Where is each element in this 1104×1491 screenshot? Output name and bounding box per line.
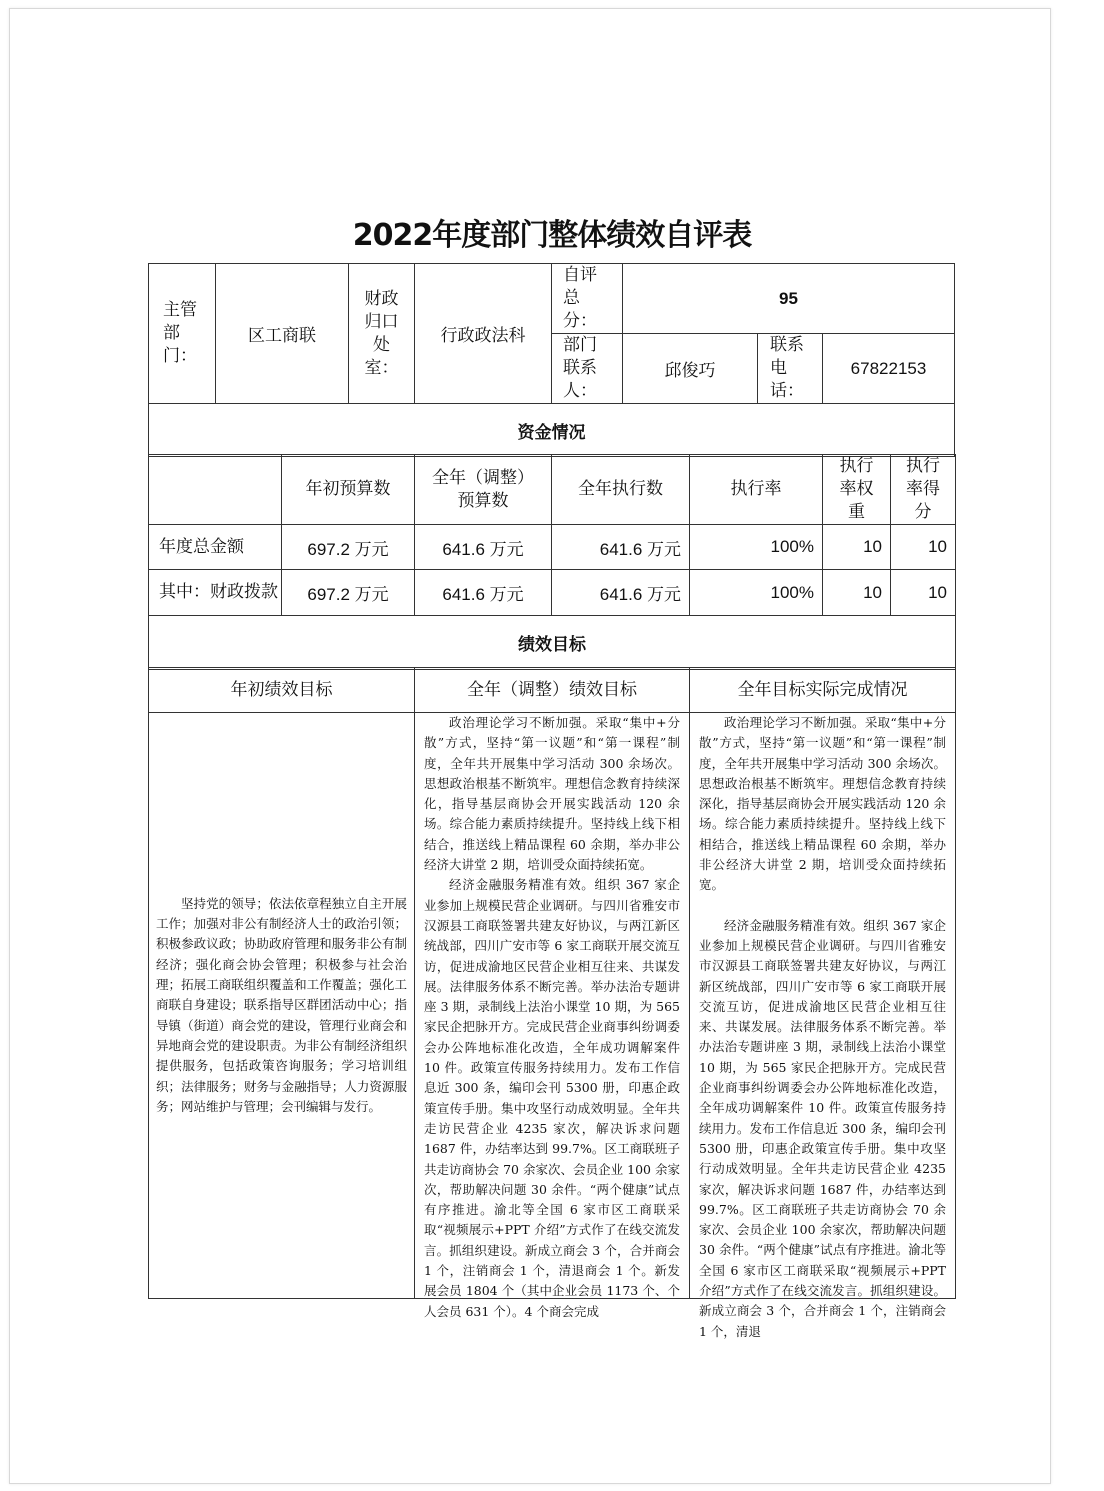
- dept-value: 区工商联: [216, 264, 349, 404]
- phone-label: 联系电话：: [758, 334, 823, 404]
- executed-value: 641.6 万元: [552, 525, 690, 570]
- row-label: 其中：财政拨款: [149, 570, 282, 616]
- weight-value: 10: [823, 570, 891, 616]
- header-initial-budget: 年初预算数: [282, 455, 415, 525]
- header-executed: 全年执行数: [552, 455, 690, 525]
- funds-section-title: 资金情况: [149, 404, 955, 457]
- adjusted-goal-paragraph: 经济金融服务精准有效。组织 367 家企业参加上规模民营企业调研。与四川省雅安市汉源县工商联签署共建友好协议，与两江新区统战部，四川广安市等 6 家工商联开展交流互访，促进成渝地区民营企业相互往来、共谋发展。法律服务体系不断完善。举办法治专题讲座 3 期，录制线上法治小课堂 10 期，为 565 家民企把脉开方。完成民营企业商事纠纷调委会办公阵地标准化改造，全年成功调解案件 10 件。政策宣传服务持续用力。发布工作信息近 300 条，编印会刊 5300 册，印惠企政策宣传手册。集中攻坚行动成效明显。全年共走访民营企业 4235 家次，解决诉求问题 1687 件，办结率达到 99.7%。区工商联班子共走访商协会 70 余家次、会员企业 100 余家次，帮助解决问题 30 余件。“两个健康”试点有序推进。渝北等全国 6 家市区工商联采取“视频展示+PPT 介绍”方式作了在线交流发言。抓组织建设。新成立商会 3 个，合并商会 1 个，注销商会 1 个，清退商会 1 个。新发展会员 1804 个（其中企业会员 1173 个、个人会员 631 个）。4 个商会完成: [424, 877, 680, 1319]
- initial-goal-text: 坚持党的领导；依法依章程独立自主开展工作；加强对非公有制经济人士的政治引领；积极参政议政；协助政府管理和服务非公有制经济；强化商会协会管理；积极参与社会治理；拓展工商联组织覆盖和工作覆盖；强化工商联自身建设；联系指导区群团活动中心；指导镇（街道）商会党的建设，管理行业商会和异地商会党的建设职责。为非公有制经济组织提供服务，包括政策咨询服务；学习培训组织；法律服务；财务与金融指导；人力资源服务；网站维护与管理；会刊编辑与发行。: [156, 895, 407, 1114]
- finance-label: 财政归口处室：: [349, 264, 415, 404]
- adjusted-budget-value: 641.6 万元: [415, 525, 552, 570]
- weight-value: 10: [823, 525, 891, 570]
- phone-value: 67822153: [823, 334, 955, 404]
- adjusted-goal-cell: [415, 713, 690, 1319]
- contact-label: 部门联系人：: [552, 334, 623, 404]
- score-value: 95: [623, 264, 955, 334]
- funds-table: [148, 454, 956, 670]
- actual-paragraph: 经济金融服务精准有效。组织 367 家企业参加上规模民营企业调研。与四川省雅安市汉源县工商联签署共建友好协议，与两江新区统战部，四川广安市等 6 家工商联开展交流互访，促进成渝地区民营企业相互往来、共谋发展。法律服务体系不断完善。举办法治专题讲座 3 期，录制线上法治小课堂 10 期，为 565 家民企把脉开方。完成民营企业商事纠纷调委会办公阵地标准化改造，全年成功调解案件 10 件。政策宣传服务持续用力。发布工作信息近 300 条，编印会刊 5300 册，印惠企政策宣传手册。集中攻坚行动成效明显。全年共走访民营企业 4235 家次，解决诉求问题 1687 件，办结率达到 99.7%。区工商联班子共走访商协会 70 余家次、会员企业 100 余家次，帮助解决问题 30 余件。“两个健康”试点有序推进。渝北等全国 6 家市区工商联采取“视频展示+PPT 介绍”方式作了在线交流发言。抓组织建设。新成立商会 3 个，合并商会 1 个，注销商会 1 个，清退: [699, 917, 946, 1339]
- score-value-cell: 10: [891, 525, 956, 570]
- initial-budget-value: 697.2 万元: [282, 525, 415, 570]
- goals-section-title: 绩效目标: [149, 616, 956, 670]
- rate-value: 100%: [690, 570, 823, 616]
- rate-value: 100%: [690, 525, 823, 570]
- contact-value: 邱俊巧: [623, 334, 758, 404]
- goals-table: [148, 667, 956, 1339]
- initial-goal-cell: [149, 713, 415, 1299]
- funds-header-blank-cell: [149, 455, 282, 525]
- table-row: [149, 525, 956, 570]
- row-label: 年度总金额: [149, 525, 282, 570]
- header-adjusted-goal: 全年（调整）绩效目标: [415, 668, 690, 713]
- page-title: 2022年度部门整体绩效自评表: [352, 218, 752, 253]
- actual-completion-cell: [690, 713, 956, 1339]
- adjusted-budget-value: 641.6 万元: [415, 570, 552, 616]
- score-value-cell: 10: [891, 570, 956, 616]
- header-actual-completion: 全年目标实际完成情况: [690, 668, 956, 713]
- finance-value: 行政政法科: [415, 264, 552, 404]
- header-rate: 执行率: [690, 455, 823, 525]
- self-evaluation-table: [148, 263, 955, 457]
- adjusted-goal-paragraph: 政治理论学习不断加强。采取“集中+分散”方式，坚持“第一议题”和“第一课程”制度，全年共开展集中学习活动 300 余场次。思想政治根基不断筑牢。理想信念教育持续深化，指导基层商协会开展实践活动 120 余场。综合能力素质持续提升。坚持线上线下相结合，推送线上精品课程 60 余期，举办非公经济大讲堂 2 期，培训受众面持续拓宽。: [424, 715, 680, 873]
- header-weight: 执行率权重: [823, 455, 891, 525]
- dept-label: 主管部门：: [149, 264, 216, 404]
- header-adjusted-budget: 全年（调整）预算数: [415, 455, 552, 525]
- header-score: 执行率得分: [891, 455, 956, 525]
- header-initial-goal: 年初绩效目标: [149, 668, 415, 713]
- initial-budget-value: 697.2 万元: [282, 570, 415, 616]
- actual-paragraph: 政治理论学习不断加强。采取“集中+分散”方式，坚持“第一议题”和“第一课程”制度，全年共开展集中学习活动 300 余场次。思想政治根基不断筑牢。理想信念教育持续深化，指导基层商协会开展实践活动 120 余场。综合能力素质持续提升。坚持线上线下相结合，推送线上精品课程 60 余期，举办非公经济大讲堂 2 期，培训受众面持续拓宽。: [699, 715, 946, 893]
- score-label: 自评总分：: [552, 264, 623, 334]
- executed-value: 641.6 万元: [552, 570, 690, 616]
- table-row: [149, 570, 956, 616]
